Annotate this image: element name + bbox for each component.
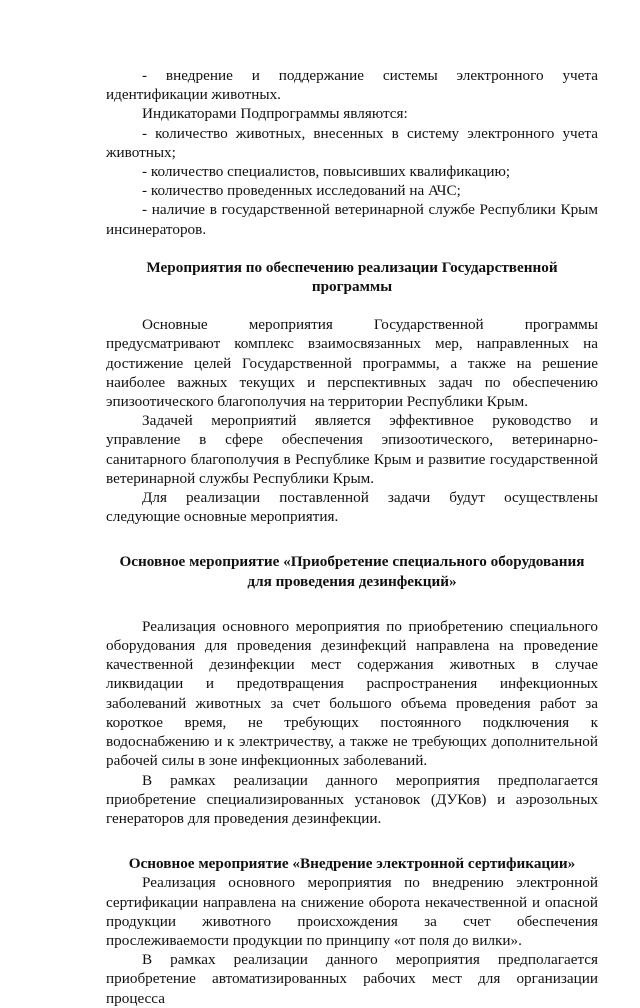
section-heading-program-measures: Мероприятия по обеспечению реализации Государственной программы xyxy=(146,258,558,296)
paragraph: Реализация основного мероприятия по внедрению электронной сертификации направлена на снижение оборота некачественной и опасной продукции животного происхождения за счет обеспечения прослеживаемости продукции по принципу «от поля до вилки». xyxy=(106,874,598,949)
paragraph: В рамках реализации данного мероприятия предполагается приобретение автоматизированных рабочих мест для организации процесса xyxy=(106,951,598,1007)
list-item: - количество специалистов, повысивших квалификацию; xyxy=(142,163,511,181)
section-heading-equipment-line1: Основное мероприятие «Приобретение специального оборудования xyxy=(119,553,585,571)
paragraph: Задачей мероприятий является эффективное руководство и управление в сфере обеспечения эпизоотического, ветеринарно-санитарного благополучия в Республике Крым и развитие государственной ветеринарной службы Республики Крым. xyxy=(106,412,598,487)
list-item: - наличие в государственной ветеринарной службе Республики Крым инсинераторов. xyxy=(106,201,598,238)
section-heading-equipment xyxy=(106,552,598,590)
paragraph: Реализация основного мероприятия по приобретению специального оборудования для проведения дезинфекций направлена на проведение качественной дезинфекции мест содержания животных в случае ликвидации и предотвращения распространения инфекционных заболеваний животных за счет большого объема проведения работ за короткое время, не требующих постоянного подключения к водоснабжению и к электричеству, а также не требующих дополнительной рабочей силы в зоне инфекционных заболеваний. xyxy=(106,617,598,770)
indicators-intro: Индикаторами Подпрограммы являются: xyxy=(142,105,408,123)
paragraph: Для реализации поставленной задачи будут осуществлены следующие основные мероприятия. xyxy=(106,489,598,526)
list-item: - количество животных, внесенных в систему электронного учета животных; xyxy=(106,124,598,161)
section-heading-equipment-line2: для проведения дезинфекций» xyxy=(247,572,457,590)
paragraph: В рамках реализации данного мероприятия предполагается приобретение специализированных установок (ДУКов) и аэрозольных генераторов для проведения дезинфекции. xyxy=(106,771,598,827)
list-item: - внедрение и поддержание системы электронного учета идентификации животных. xyxy=(106,67,598,104)
section-heading-e-certification: Основное мероприятие «Внедрение электронной сертификации» xyxy=(128,855,576,873)
list-item: - количество проведенных исследований на АЧС; xyxy=(142,182,461,200)
paragraph: Основные мероприятия Государственной программы предусматривают комплекс взаимосвязанных мер, направленных на достижение целей Государственной программы, а также на решение наиболее важных текущих и перспективных задач по обеспечению эпизоотического благополучия на территории Республики Крым. xyxy=(106,316,598,411)
